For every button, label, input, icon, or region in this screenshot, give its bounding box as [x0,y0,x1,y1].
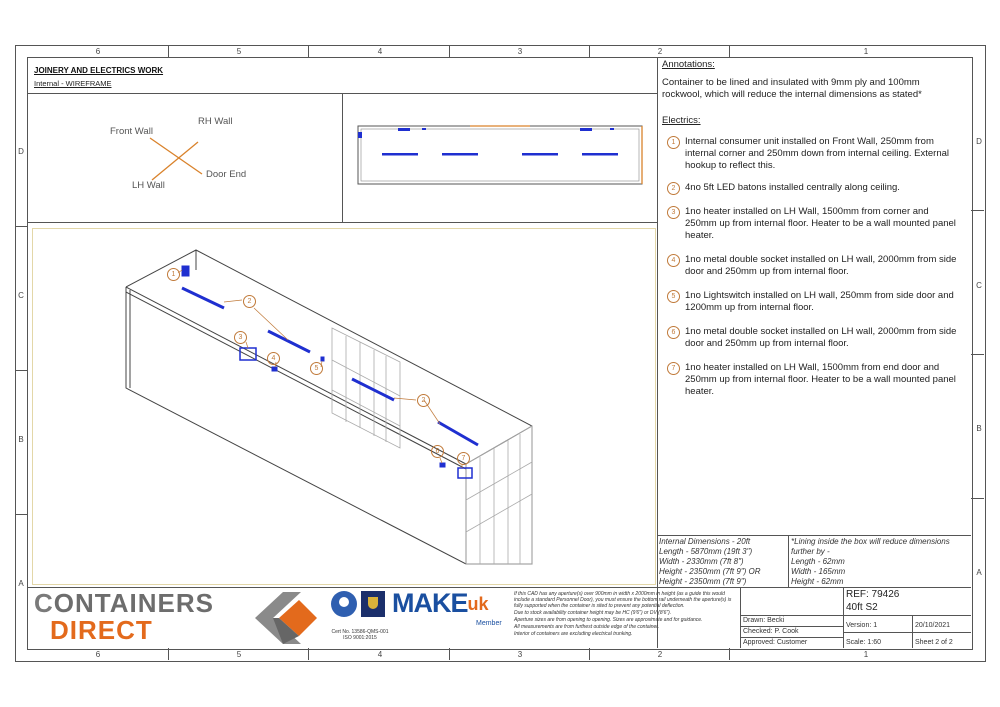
lining-note [791,537,950,587]
item-number: 4 [667,254,680,267]
item-line: 1no heater installed on LH Wall, 1500mm from end door and [685,362,940,373]
callout-6: 6 [431,445,444,458]
dimension-line: Length - 5870mm (19ft 3") [659,547,753,556]
zone-right-a: A [976,568,982,577]
annotations-heading: Annotations: [662,59,715,70]
date: 20/10/2021 [915,622,951,629]
checked-by: Checked: P. Cook [743,628,799,635]
member-text: Member [476,620,502,627]
note-item: Aperture sizes are from opening to opening. Sizes are approximate and for guidance. [514,617,703,623]
item-line: door and 250mm up from internal floor. [685,266,849,277]
zone-left-a: A [18,579,24,588]
internal-dimensions [659,537,761,587]
approved-by: Approved: Customer [743,639,808,646]
item-line: door and 250mm up from internal floor. [685,338,849,349]
dimension-line: Internal Dimensions - 20ft [659,537,751,546]
callout-4: 4 [267,352,280,365]
note-item: Interior of containers are excluding electrical trunking. [514,631,633,637]
callout-5: 5 [310,362,323,375]
item-line: 1no heater installed on LH Wall, 1500mm from corner and [685,206,929,217]
zone-right-d: D [976,137,982,146]
zone-top-1: 1 [863,47,869,56]
note-item: If this CAD has any aperture(s) over 900mm in width x 2000mm in height (as a guide this would include a standard Personnel Door), you must ensure the bottom rail underneath the aperture(s) is fully supported when the container is sited to prevent any potential deflection. [514,591,732,609]
cert-standard: ISO 9001:2015 [343,635,377,641]
zone-bottom-1: 1 [863,650,869,659]
annotations-text: Container to be lined and insulated with 9mm ply and 100mm rockwool, which will reduce the internal dimensions as stated* [662,77,922,100]
plan-view [350,120,650,190]
callout-1: 1 [167,268,180,281]
scale: Scale: 1:60 [846,639,882,646]
note-item: All measurements are from furthest outside edge of the container. [514,624,660,630]
item-line: heater. [685,230,715,241]
electrics-heading: Electrics: [662,115,701,126]
item-line: internal corner and 250mm down from internal ceiling. External [685,148,950,159]
item-number: 3 [667,206,680,219]
cert-number: Cert No. 13586-QMS-001 [331,629,389,635]
callout-7: 7 [457,452,470,465]
zone-bottom-5: 5 [236,650,242,659]
electrics-item [662,326,967,362]
electrics-item [662,182,967,206]
item-line: Internal consumer unit installed on Front Wall, 250mm from [685,136,934,147]
lining-line: Width - 165mm [791,567,846,576]
logo-direct: IRECT [69,615,153,645]
zone-top-2: 2 [657,47,663,56]
lining-line: Length - 62mm [791,557,845,566]
logo-d-letter: D [50,615,70,645]
zone-left-d: D [18,147,24,156]
make-text: MAKE [392,588,468,618]
container-wireframe [100,240,560,570]
item-number: 7 [667,362,680,375]
zone-bottom-2: 2 [657,650,663,659]
version: Version: 1 [846,622,878,629]
dimension-line: Height - 2350mm (7ft 9") OR [659,567,761,576]
electrics-item [662,362,967,410]
item-line: 1no Lightswitch installed on LH wall, 250mm from side door and [685,290,954,301]
zone-bottom-4: 4 [377,650,383,659]
item-number: 2 [667,182,680,195]
zone-top-4: 4 [377,47,383,56]
drawing-title: JOINERY AND ELECTRICS WORK [34,66,164,75]
company-logo [34,590,214,644]
lh-wall-label: LH Wall [132,180,165,191]
electrics-item [662,290,967,326]
dimension-line: Width - 2330mm (7ft 8") [659,557,744,566]
sheet-number: Sheet 2 of 2 [915,639,953,646]
electrics-list [662,134,967,410]
zone-left-c: C [18,291,24,300]
item-number: 1 [667,136,680,149]
zone-left-b: B [18,435,24,444]
logo-containers: ONTAINERS [53,588,214,618]
electrics-item [662,254,967,290]
callout-3: 3 [234,331,247,344]
item-line: 250mm up from internal floor. Heater to be a wall mounted panel [685,374,956,385]
front-wall-label: Front Wall [110,126,153,137]
notes-list [514,591,736,637]
item-line: 4no 5ft LED batons installed centrally along ceiling. [685,182,900,193]
drawing-subtitle: Internal - WIREFRAME [34,79,112,88]
dimension-line: Height - 2350mm (7ft 9") [659,577,747,586]
note-item: Due to stock availability container height may be HC (9'6") or DV (8'6"). [514,610,672,616]
item-line: heater. [685,386,715,397]
zone-bottom-3: 3 [517,650,523,659]
item-line: hookup to reflect this. [685,160,776,171]
company-chevron-logo [245,590,323,646]
item-number: 6 [667,326,680,339]
container-model: 40ft S2 [846,602,878,613]
zone-bottom-6: 6 [95,650,101,659]
item-number: 5 [667,290,680,303]
zone-right-b: B [976,424,982,433]
certification-badges [331,591,387,623]
item-line: 1200mm up from internal floor. [685,302,814,313]
rh-wall-label: RH Wall [198,116,233,127]
cert-text [330,629,390,641]
callout-2a: 2 [243,295,256,308]
logo-c-letter: C [34,588,54,618]
zone-right-c: C [976,281,982,290]
lining-line: further by - [791,547,830,556]
uk-text: uk [467,594,489,614]
zone-top-6: 6 [95,47,101,56]
electrics-item [662,134,967,182]
item-line: 1no metal double socket installed on LH wall, 2000mm from side [685,326,957,337]
zone-top-5: 5 [236,47,242,56]
item-line: 1no metal double socket installed on LH wall, 2000mm from side [685,254,957,265]
item-line: 250mm up from internal floor. Heater to be a wall mounted panel [685,218,956,229]
make-uk-logo [392,588,489,619]
lining-line: *Lining inside the box will reduce dimensions [791,537,950,546]
electrics-item [662,206,967,254]
lining-line: Height - 62mm [791,577,844,586]
ref-number: REF: 79426 [846,589,900,600]
zone-top-3: 3 [517,47,523,56]
drawn-by: Drawn: Becki [743,617,785,624]
door-end-label: Door End [206,169,247,180]
callout-2b: 2 [417,394,430,407]
